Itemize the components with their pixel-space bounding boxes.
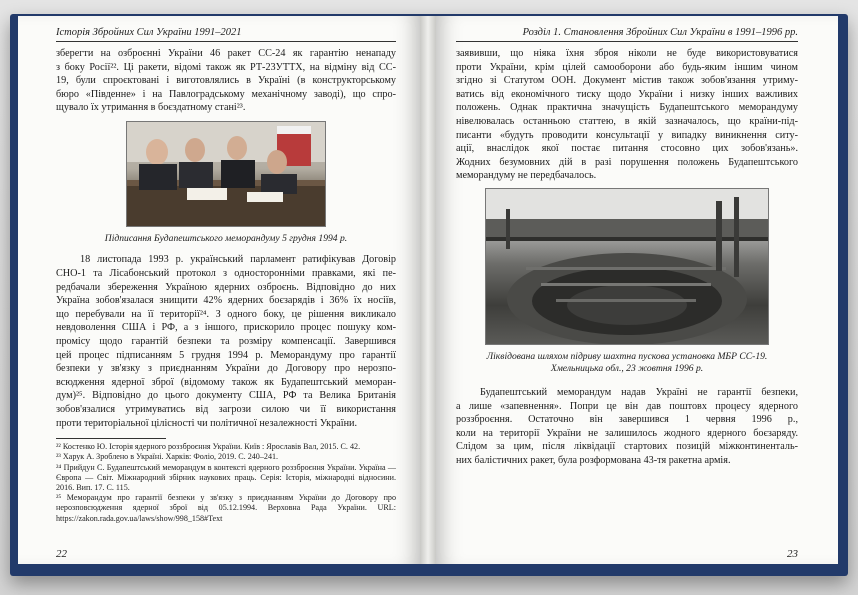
right-running-header: Розділ 1. Становлення Збройних Сил України в 1991–1996 рр. [456,26,798,42]
text-line: 19, були спроєктовані і виготовлялись в Україні (в конструкторському [56,75,396,87]
text-line: ватись від економічного тиску щодо України і низку інших важливих [456,88,798,100]
text-line: цей процес підписанням 5 грудня 1994 р. Меморандуму про гарантії [56,349,396,361]
text-line: бюро «Південне» і на Павлоградському механічному заводі), що спро- [56,88,396,100]
text-line: проти України, крім цілей самооборони або будь-яким іншим чином [456,61,798,73]
footnote: ²³ Харук А. Зроблено в Україні. Харків: Фоліо, 2019. С. 240–241. [56,452,279,462]
left-page-number: 22 [56,548,67,560]
text-line: Слідом за цим, після ліквідації стартових позицій міжконтиненталь- [456,441,798,453]
text-line: проти територіальної цілісності чи політичної незалежності України. [56,417,358,429]
text-line: Україна зобов'язалася знищити 42% ядерних боєзарядів і 36% їх носіїв, [56,295,396,307]
text-line: СНО-1 та Лісабонський протокол з односторонніми правками, які пе- [56,268,396,280]
budapest-memorandum-photo [126,121,326,227]
footnote: ²⁴ Прийдун С. Будапештський меморандум в контексті ядерного роззброєння України. Україна — Європа — Світ. Міжнародний збірник наукових праць. Серія: Історія, міжнародні відносини. 2016. Вип. 17. С. 115. [56,462,396,492]
text-line: щувало їх утримання в боєздатному стані²³. [56,102,246,114]
text-line: роззброєння. Остаточно він завершився 1 червня 1996 р., [456,414,798,426]
left-intro-text [56,47,396,115]
text-line: писанти «будуть проводити консультації у випадку виникнення ситу- [456,129,798,141]
caption-line: Ліквідована шляхом підриву шахтна пускова установка МБР СС-19. [486,350,768,362]
left-body-text [56,253,396,430]
text-line: зобов'язалися утримуватись від загрози силою чи її використання [56,404,396,415]
text-line: з боку Росії²². Ці ракети, відомі також як РТ-23УТТХ, на відміну від СС- [56,61,396,73]
text-line: згідно зі Статутом ООН. Документ містив також зобов'язання утриму- [456,75,798,87]
left-running-header: Історія Збройних Сил України 1991–2021 [56,26,396,42]
text-line: дум)²⁵. Відповідно до цього документу США, РФ та Велика Британія [56,390,396,402]
text-line: меморандуму не передбачалось. [456,170,597,182]
caption-line: Хмельницька обл., 23 жовтня 1996 р. [550,363,704,375]
text-line: заявивши, що ніяка їхня зброя ніколи не буде використовуватися [456,48,798,59]
right-photo-caption [456,351,798,376]
text-line: що перебували на її території²⁴. З одного боку, це рішення викликало [56,308,396,320]
right-intro-text [456,47,798,183]
text-line: безпеки у зв'язку з приєднанням України до Договору про нерозпо- [56,363,396,375]
text-line: 18 листопада 1993 р. український парламент ратифікував Договір [80,254,396,266]
left-photo-caption: Підписання Будапештського меморандуму 5 грудня 1994 р. [104,232,348,244]
text-line: положень. Однак практична значущість Будапештського меморандуму [456,102,798,114]
right-page-number: 23 [787,548,798,560]
text-line: а лише «запевнення». Попри це він дав поштовх процесу ядерного [456,400,798,412]
footnote: ²² Костенко Ю. Історія ядерного роззброєння України. Київ : Ярославів Вал, 2015. С. 42. [56,442,361,452]
silo-scene-drawing [486,189,768,344]
text-line: коли на території України не залишилось жодного ядерного боєзаряду. [456,427,798,439]
text-line: зберегти на озброєнні України 46 ракет СС-24 як гарантію ненападу [56,48,396,59]
text-line: редбачали збереження Україною ядерних озброєнь. Відповідно до них [56,281,396,293]
text-line: ації, внаслідок якої постає питання стосовно цих зобов'язань». [456,143,798,155]
text-line: нівелювалась останньою статтею, в якій зазначалось, що країни-під- [456,115,798,127]
text-line: всюдження ядерної зброї (відомому також як Будапештський меморан- [56,376,396,388]
text-line: невдоволення США і РФ, а з іншого, прискорило процес пошуку ком- [56,322,396,334]
missile-silo-photo [485,188,769,345]
footnotes [56,442,396,524]
footnote: ²⁵ Меморандум про гарантії безпеки у зв'язку з приєднанням України до Договору про нерозповсюдження ядерної зброї від 05.12.1994. Верховна Рада України. URL: https://zakon.rada.gov.ua/laws/show/998_158#Text [56,493,396,523]
signing-scene-drawing [127,122,325,226]
right-page [436,16,838,564]
text-line: Жодних безумовних дій в разі порушення положень Будапештського [456,156,798,168]
text-line: них балістичних ракет, була розформована 43-тя ракетна армія. [456,454,731,466]
text-line: промісу щодо гарантій безпеки та розміру компенсації. Завершився [56,336,396,348]
left-page [18,16,420,564]
footnote-rule [56,438,166,439]
book-spine-gutter [420,16,436,564]
right-body-text [456,386,798,468]
text-line: Будапештський меморандум надав Україні не гарантії безпеки, [480,386,798,398]
